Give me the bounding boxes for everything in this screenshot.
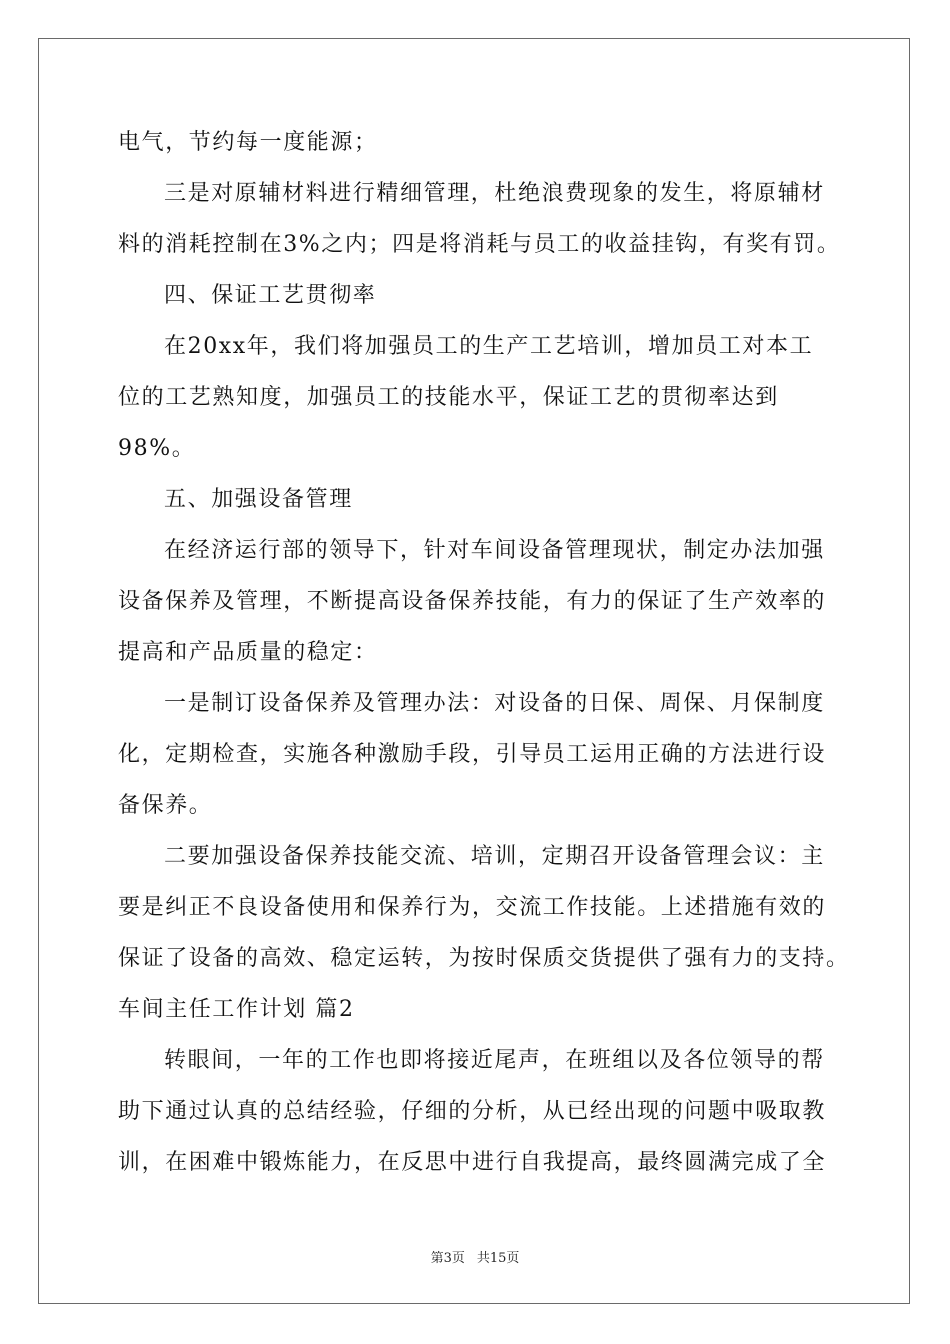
text-line: 在经济运行部的领导下，针对车间设备管理现状，制定办法加强	[164, 538, 825, 563]
text-line: 备保养。	[118, 793, 213, 818]
text-line: 在20xx年，我们将加强员工的生产工艺培训，增加员工对本工	[164, 334, 814, 359]
text-line: 转眼间，一年的工作也即将接近尾声，在班组以及各位领导的帮	[164, 1048, 825, 1073]
text-line: 电气，节约每一度能源；	[118, 130, 378, 155]
text-line: 二要加强设备保养技能交流、培训，定期召开设备管理会议：主	[164, 844, 825, 869]
text-line: 提高和产品质量的稳定：	[118, 640, 378, 665]
text-line: 98%。	[118, 436, 196, 461]
section-heading: 四、保证工艺贯彻率	[164, 283, 377, 308]
text-line: 训，在困难中锻炼能力，在反思中进行自我提高，最终圆满完成了全	[118, 1150, 827, 1175]
text-line: 料的消耗控制在3%之内；四是将消耗与员工的收益挂钩，有奖有罚。	[118, 232, 841, 257]
text-line: 化，定期检查，实施各种激励手段，引导员工运用正确的方法进行设	[118, 742, 827, 767]
article-heading: 车间主任工作计划 篇2	[118, 997, 355, 1022]
text-line: 位的工艺熟知度，加强员工的技能水平，保证工艺的贯彻率达到	[118, 385, 779, 410]
text-line: 助下通过认真的总结经验，仔细的分析，从已经出现的问题中吸取教	[118, 1099, 827, 1124]
text-line: 设备保养及管理，不断提高设备保养技能，有力的保证了生产效率的	[118, 589, 827, 614]
text-line: 保证了设备的高效、稳定运转，为按时保质交货提供了强有力的支持。	[118, 946, 850, 971]
text-line: 三是对原辅材料进行精细管理，杜绝浪费现象的发生，将原辅材	[164, 181, 825, 206]
page-footer	[0, 1250, 950, 1268]
page-number: 第3页	[430, 1251, 465, 1266]
total-pages: 共15页	[476, 1251, 520, 1266]
text-line: 一是制订设备保养及管理办法：对设备的日保、周保、月保制度	[164, 691, 825, 716]
section-heading: 五、加强设备管理	[164, 487, 353, 512]
text-line: 要是纠正不良设备使用和保养行为，交流工作技能。上述措施有效的	[118, 895, 827, 920]
